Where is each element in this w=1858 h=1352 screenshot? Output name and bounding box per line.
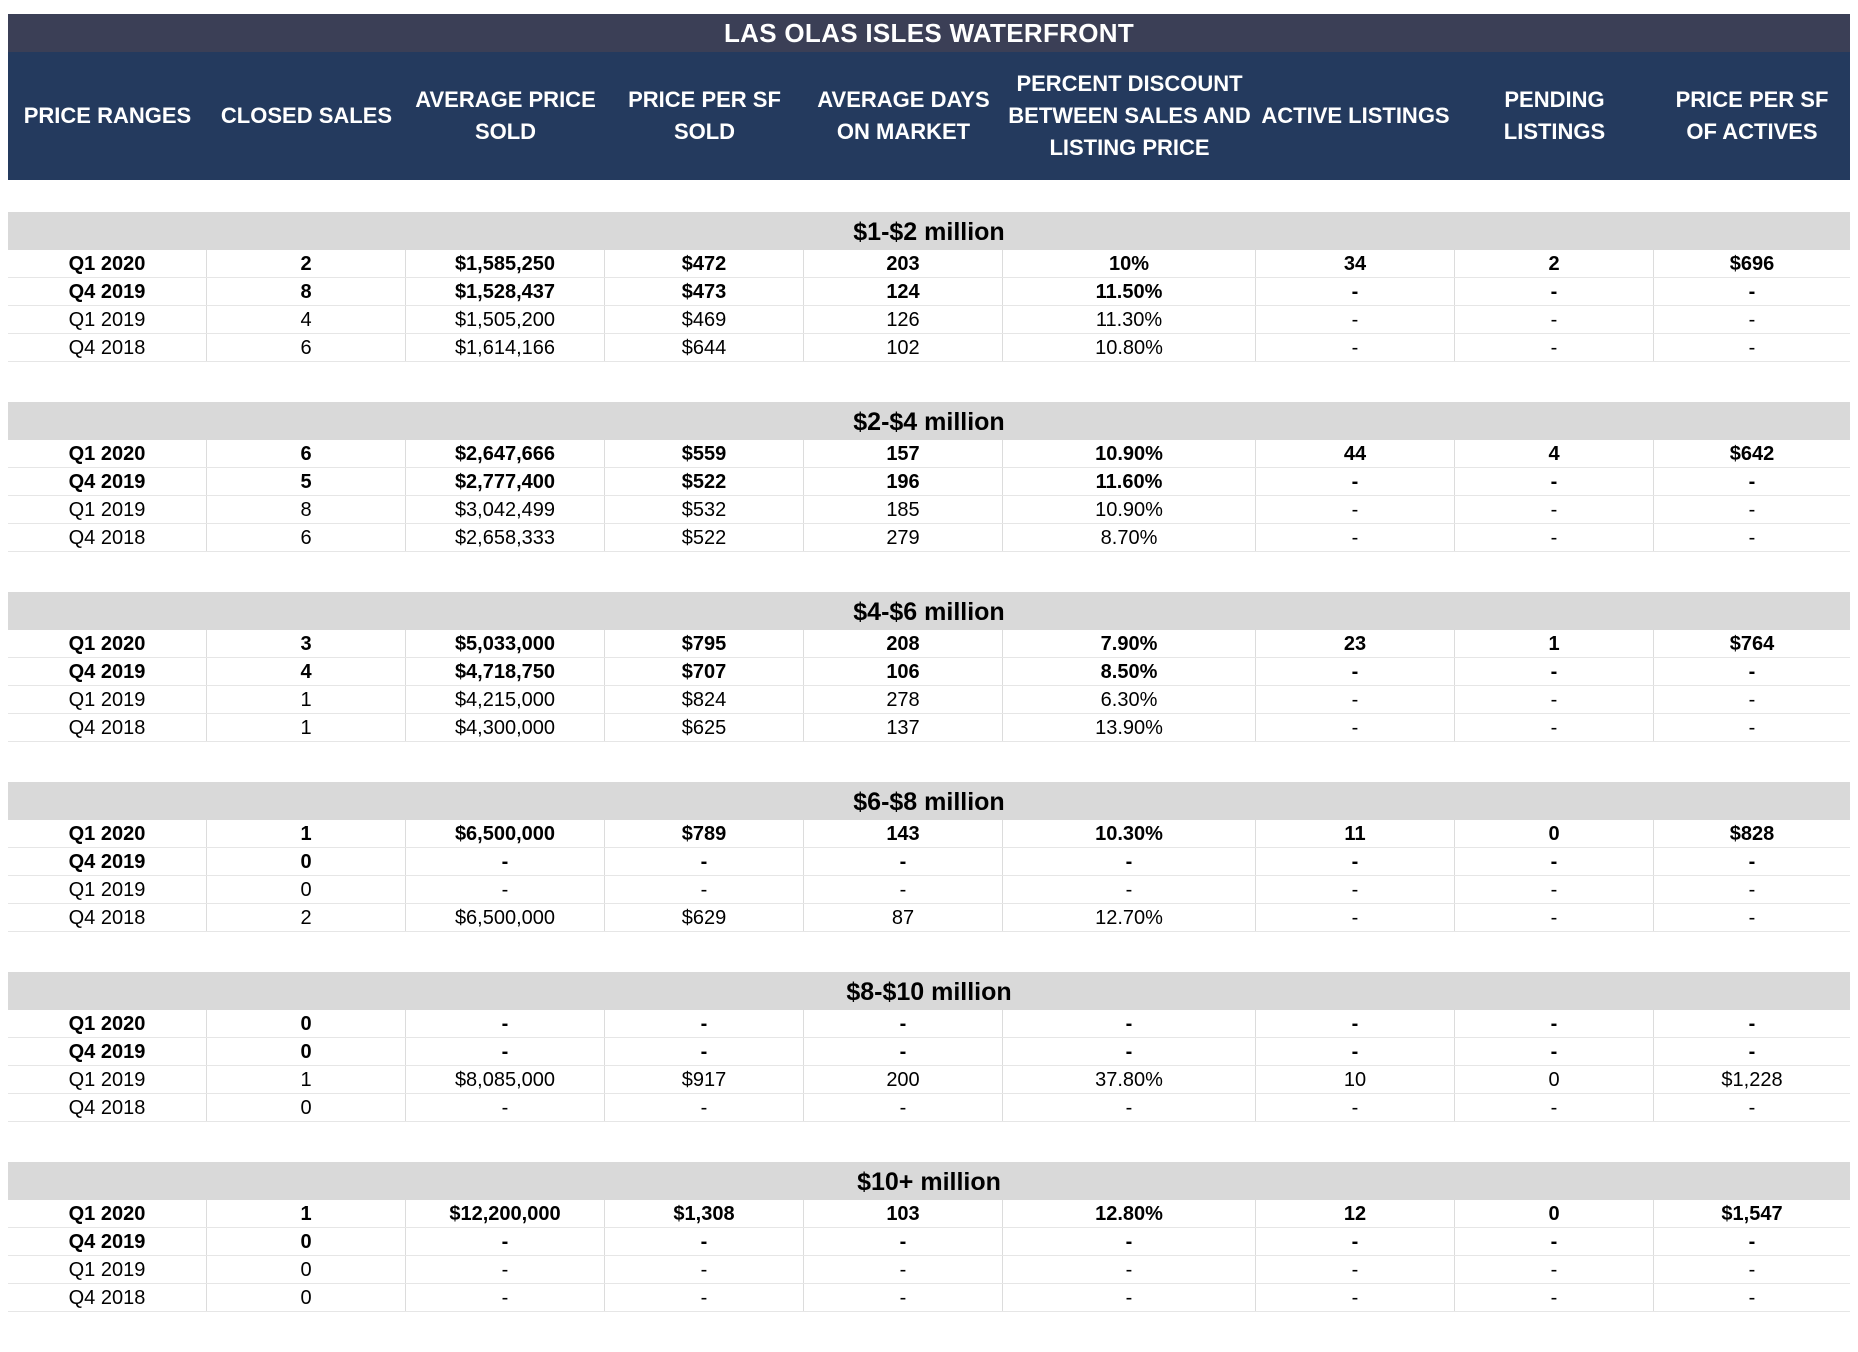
- table-row: [8, 1010, 1850, 1038]
- average-price-cell: -: [406, 848, 605, 875]
- price-per-sf-actives-cell: $696: [1729, 253, 1775, 275]
- table-row: [8, 904, 1850, 932]
- price-per-sf-cell: $472: [605, 250, 804, 277]
- average-price-cell: -: [406, 1010, 605, 1037]
- discount-cell: -: [1003, 1284, 1256, 1311]
- period-cell: Q1 2020: [8, 1200, 207, 1227]
- pending-listings-cell: -: [1455, 306, 1654, 333]
- average-price-cell: $4,215,000: [406, 686, 605, 713]
- price-per-sf-cell: $1,308: [605, 1200, 804, 1227]
- price-per-sf-actives-cell: -: [1748, 281, 1756, 303]
- table-row: [8, 524, 1850, 552]
- pending-listings-cell: 1: [1455, 630, 1654, 657]
- period-cell: Q4 2018: [8, 1094, 207, 1121]
- days-on-market-cell: -: [804, 1284, 1003, 1311]
- average-price-cell: $3,042,499: [406, 496, 605, 523]
- active-listings-cell: -: [1256, 1094, 1455, 1121]
- header-price-per-sf-sold: PRICE PER SF SOLD: [628, 87, 781, 144]
- discount-cell: -: [1003, 1256, 1256, 1283]
- discount-cell: -: [1003, 1010, 1256, 1037]
- discount-cell: -: [1003, 848, 1256, 875]
- table-row: [8, 250, 1850, 278]
- closed-sales-cell: 1: [207, 714, 406, 741]
- discount-cell: 6.30%: [1003, 686, 1256, 713]
- price-per-sf-cell: $469: [605, 306, 804, 333]
- table-row: [8, 1066, 1850, 1094]
- average-price-cell: $6,500,000: [406, 820, 605, 847]
- section-title: $4-$6 million: [8, 592, 1850, 630]
- days-on-market-cell: 106: [804, 658, 1003, 685]
- closed-sales-cell: 0: [207, 1284, 406, 1311]
- pending-listings-cell: -: [1455, 1256, 1654, 1283]
- average-price-cell: $1,614,166: [406, 334, 605, 361]
- closed-sales-cell: 8: [207, 496, 406, 523]
- period-cell: Q1 2020: [8, 250, 207, 277]
- active-listings-cell: 11: [1256, 820, 1455, 847]
- average-price-cell: $1,505,200: [406, 306, 605, 333]
- active-listings-cell: -: [1256, 334, 1455, 361]
- period-cell: Q4 2018: [8, 334, 207, 361]
- period-cell: Q4 2019: [8, 658, 207, 685]
- price-range-section: [8, 782, 1850, 932]
- header-average-price-sold: AVERAGE PRICE SOLD: [415, 87, 596, 144]
- days-on-market-cell: 124: [804, 278, 1003, 305]
- discount-cell: 13.90%: [1003, 714, 1256, 741]
- report-title: LAS OLAS ISLES WATERFRONT: [8, 14, 1850, 52]
- price-per-sf-actives-cell: -: [1748, 851, 1756, 873]
- section-title: $2-$4 million: [8, 402, 1850, 440]
- period-cell: Q1 2019: [8, 496, 207, 523]
- price-per-sf-cell: -: [605, 1256, 804, 1283]
- table-row: [8, 1284, 1850, 1312]
- average-price-cell: $5,033,000: [406, 630, 605, 657]
- discount-cell: -: [1003, 1094, 1256, 1121]
- section-title: $8-$10 million: [8, 972, 1850, 1010]
- pending-listings-cell: -: [1455, 468, 1654, 495]
- period-cell: Q4 2018: [8, 714, 207, 741]
- price-per-sf-cell: $522: [605, 468, 804, 495]
- price-range-section: [8, 1162, 1850, 1312]
- price-per-sf-cell: -: [605, 848, 804, 875]
- average-price-cell: $6,500,000: [406, 904, 605, 931]
- days-on-market-cell: -: [804, 1256, 1003, 1283]
- price-per-sf-actives-cell: -: [1748, 1097, 1756, 1119]
- period-cell: Q4 2019: [8, 1038, 207, 1065]
- average-price-cell: $2,658,333: [406, 524, 605, 551]
- price-per-sf-actives-cell: -: [1748, 1259, 1756, 1281]
- active-listings-cell: 44: [1256, 440, 1455, 467]
- section-title: $6-$8 million: [8, 782, 1850, 820]
- table-row: [8, 876, 1850, 904]
- closed-sales-cell: 4: [207, 658, 406, 685]
- average-price-cell: $8,085,000: [406, 1066, 605, 1093]
- discount-cell: -: [1003, 876, 1256, 903]
- price-per-sf-cell: -: [605, 1284, 804, 1311]
- discount-cell: 10.80%: [1003, 334, 1256, 361]
- price-per-sf-cell: $625: [605, 714, 804, 741]
- table-row: [8, 686, 1850, 714]
- price-per-sf-cell: $473: [605, 278, 804, 305]
- header-pending-listings: PENDING LISTINGS: [1503, 87, 1606, 144]
- table-row: [8, 658, 1850, 686]
- closed-sales-cell: 0: [207, 876, 406, 903]
- table-row: [8, 848, 1850, 876]
- closed-sales-cell: 0: [207, 1010, 406, 1037]
- active-listings-cell: -: [1256, 848, 1455, 875]
- active-listings-cell: -: [1256, 306, 1455, 333]
- price-per-sf-actives-cell: $1,547: [1721, 1203, 1783, 1225]
- closed-sales-cell: 8: [207, 278, 406, 305]
- price-per-sf-cell: $559: [605, 440, 804, 467]
- price-per-sf-cell: $917: [605, 1066, 804, 1093]
- price-per-sf-actives-cell: -: [1748, 689, 1756, 711]
- price-range-section: [8, 402, 1850, 552]
- period-cell: Q1 2020: [8, 820, 207, 847]
- days-on-market-cell: -: [804, 876, 1003, 903]
- price-range-section: [8, 592, 1850, 742]
- days-on-market-cell: 102: [804, 334, 1003, 361]
- active-listings-cell: -: [1256, 1038, 1455, 1065]
- pending-listings-cell: -: [1455, 1284, 1654, 1311]
- closed-sales-cell: 0: [207, 1256, 406, 1283]
- active-listings-cell: -: [1256, 1284, 1455, 1311]
- pending-listings-cell: -: [1455, 334, 1654, 361]
- active-listings-cell: -: [1256, 278, 1455, 305]
- table-row: [8, 820, 1850, 848]
- active-listings-cell: 34: [1256, 250, 1455, 277]
- closed-sales-cell: 6: [207, 334, 406, 361]
- active-listings-cell: -: [1256, 524, 1455, 551]
- pending-listings-cell: -: [1455, 524, 1654, 551]
- days-on-market-cell: 200: [804, 1066, 1003, 1093]
- active-listings-cell: -: [1256, 686, 1455, 713]
- active-listings-cell: -: [1256, 1228, 1455, 1255]
- days-on-market-cell: -: [804, 1228, 1003, 1255]
- period-cell: Q4 2019: [8, 1228, 207, 1255]
- days-on-market-cell: 208: [804, 630, 1003, 657]
- table-row: [8, 1094, 1850, 1122]
- discount-cell: 11.50%: [1003, 278, 1256, 305]
- header-price-ranges: PRICE RANGES: [23, 103, 192, 128]
- table-row: [8, 334, 1850, 362]
- days-on-market-cell: 103: [804, 1200, 1003, 1227]
- period-cell: Q1 2020: [8, 630, 207, 657]
- column-header-row: [8, 52, 1850, 180]
- price-per-sf-actives-cell: -: [1748, 907, 1756, 929]
- discount-cell: 8.50%: [1003, 658, 1256, 685]
- average-price-cell: -: [406, 1284, 605, 1311]
- closed-sales-cell: 0: [207, 1228, 406, 1255]
- closed-sales-cell: 1: [207, 686, 406, 713]
- days-on-market-cell: 143: [804, 820, 1003, 847]
- average-price-cell: $2,647,666: [406, 440, 605, 467]
- discount-cell: 11.60%: [1003, 468, 1256, 495]
- price-per-sf-actives-cell: -: [1748, 879, 1756, 901]
- discount-cell: -: [1003, 1038, 1256, 1065]
- price-per-sf-actives-cell: -: [1748, 1013, 1756, 1035]
- table-row: [8, 440, 1850, 468]
- discount-cell: 10.30%: [1003, 820, 1256, 847]
- discount-cell: 37.80%: [1003, 1066, 1256, 1093]
- price-per-sf-actives-cell: -: [1748, 337, 1756, 359]
- closed-sales-cell: 6: [207, 440, 406, 467]
- discount-cell: 12.80%: [1003, 1200, 1256, 1227]
- period-cell: Q1 2019: [8, 306, 207, 333]
- price-per-sf-actives-cell: $828: [1729, 823, 1775, 845]
- active-listings-cell: -: [1256, 1256, 1455, 1283]
- table-row: [8, 278, 1850, 306]
- active-listings-cell: -: [1256, 876, 1455, 903]
- price-per-sf-cell: $707: [605, 658, 804, 685]
- average-price-cell: -: [406, 876, 605, 903]
- days-on-market-cell: 203: [804, 250, 1003, 277]
- active-listings-cell: 23: [1256, 630, 1455, 657]
- closed-sales-cell: 3: [207, 630, 406, 657]
- period-cell: Q1 2019: [8, 1066, 207, 1093]
- period-cell: Q1 2020: [8, 1010, 207, 1037]
- discount-cell: 10.90%: [1003, 440, 1256, 467]
- price-per-sf-actives-cell: -: [1748, 1041, 1756, 1063]
- pending-listings-cell: 0: [1455, 1066, 1654, 1093]
- price-per-sf-cell: $629: [605, 904, 804, 931]
- discount-cell: 8.70%: [1003, 524, 1256, 551]
- average-price-cell: -: [406, 1038, 605, 1065]
- price-per-sf-actives-cell: $1,228: [1721, 1069, 1783, 1091]
- active-listings-cell: -: [1256, 904, 1455, 931]
- closed-sales-cell: 0: [207, 1038, 406, 1065]
- pending-listings-cell: -: [1455, 1228, 1654, 1255]
- closed-sales-cell: 6: [207, 524, 406, 551]
- active-listings-cell: -: [1256, 658, 1455, 685]
- table-row: [8, 468, 1850, 496]
- days-on-market-cell: -: [804, 1038, 1003, 1065]
- price-per-sf-cell: -: [605, 876, 804, 903]
- price-per-sf-actives-cell: -: [1748, 717, 1756, 739]
- price-per-sf-actives-cell: $642: [1729, 443, 1775, 465]
- days-on-market-cell: 279: [804, 524, 1003, 551]
- table-row: [8, 714, 1850, 742]
- price-per-sf-actives-cell: -: [1748, 499, 1756, 521]
- price-per-sf-actives-cell: $764: [1729, 633, 1775, 655]
- price-per-sf-cell: -: [605, 1094, 804, 1121]
- days-on-market-cell: -: [804, 1010, 1003, 1037]
- price-per-sf-cell: $824: [605, 686, 804, 713]
- closed-sales-cell: 2: [207, 904, 406, 931]
- pending-listings-cell: -: [1455, 1094, 1654, 1121]
- closed-sales-cell: 5: [207, 468, 406, 495]
- period-cell: Q4 2018: [8, 1284, 207, 1311]
- closed-sales-cell: 2: [207, 250, 406, 277]
- table-row: [8, 496, 1850, 524]
- period-cell: Q1 2019: [8, 686, 207, 713]
- days-on-market-cell: 87: [804, 904, 1003, 931]
- average-price-cell: $4,300,000: [406, 714, 605, 741]
- pending-listings-cell: -: [1455, 714, 1654, 741]
- period-cell: Q4 2019: [8, 278, 207, 305]
- days-on-market-cell: 196: [804, 468, 1003, 495]
- days-on-market-cell: -: [804, 848, 1003, 875]
- pending-listings-cell: -: [1455, 658, 1654, 685]
- price-per-sf-actives-cell: -: [1748, 661, 1756, 683]
- price-per-sf-cell: -: [605, 1038, 804, 1065]
- days-on-market-cell: 126: [804, 306, 1003, 333]
- discount-cell: 11.30%: [1003, 306, 1256, 333]
- table-row: [8, 1200, 1850, 1228]
- table-row: [8, 1256, 1850, 1284]
- section-title: $1-$2 million: [8, 212, 1850, 250]
- header-closed-sales: CLOSED SALES: [220, 103, 393, 128]
- days-on-market-cell: 185: [804, 496, 1003, 523]
- period-cell: Q4 2019: [8, 468, 207, 495]
- average-price-cell: -: [406, 1094, 605, 1121]
- price-per-sf-cell: $789: [605, 820, 804, 847]
- closed-sales-cell: 1: [207, 820, 406, 847]
- discount-cell: -: [1003, 1228, 1256, 1255]
- days-on-market-cell: 137: [804, 714, 1003, 741]
- closed-sales-cell: 0: [207, 1094, 406, 1121]
- header-active-listings: ACTIVE LISTINGS: [1261, 103, 1450, 128]
- price-per-sf-cell: $644: [605, 334, 804, 361]
- period-cell: Q1 2019: [8, 1256, 207, 1283]
- header-average-days-on-market: AVERAGE DAYS ON MARKET: [817, 87, 990, 144]
- discount-cell: 10.90%: [1003, 496, 1256, 523]
- active-listings-cell: -: [1256, 714, 1455, 741]
- price-range-sections: [8, 212, 1850, 1312]
- table-row: [8, 306, 1850, 334]
- period-cell: Q1 2020: [8, 440, 207, 467]
- price-per-sf-cell: -: [605, 1010, 804, 1037]
- closed-sales-cell: 1: [207, 1066, 406, 1093]
- price-per-sf-actives-cell: -: [1748, 471, 1756, 493]
- active-listings-cell: -: [1256, 496, 1455, 523]
- price-per-sf-cell: -: [605, 1228, 804, 1255]
- discount-cell: 10%: [1003, 250, 1256, 277]
- price-range-section: [8, 212, 1850, 362]
- price-per-sf-actives-cell: -: [1748, 1231, 1756, 1253]
- discount-cell: 7.90%: [1003, 630, 1256, 657]
- pending-listings-cell: -: [1455, 848, 1654, 875]
- average-price-cell: $1,585,250: [406, 250, 605, 277]
- average-price-cell: $4,718,750: [406, 658, 605, 685]
- days-on-market-cell: 157: [804, 440, 1003, 467]
- average-price-cell: $2,777,400: [406, 468, 605, 495]
- price-per-sf-actives-cell: -: [1748, 527, 1756, 549]
- days-on-market-cell: -: [804, 1094, 1003, 1121]
- period-cell: Q4 2019: [8, 848, 207, 875]
- period-cell: Q1 2019: [8, 876, 207, 903]
- pending-listings-cell: 2: [1455, 250, 1654, 277]
- pending-listings-cell: 0: [1455, 820, 1654, 847]
- pending-listings-cell: -: [1455, 496, 1654, 523]
- price-per-sf-cell: $532: [605, 496, 804, 523]
- price-per-sf-actives-cell: -: [1748, 309, 1756, 331]
- discount-cell: 12.70%: [1003, 904, 1256, 931]
- pending-listings-cell: -: [1455, 1010, 1654, 1037]
- pending-listings-cell: -: [1455, 876, 1654, 903]
- pending-listings-cell: -: [1455, 1038, 1654, 1065]
- pending-listings-cell: 4: [1455, 440, 1654, 467]
- pending-listings-cell: -: [1455, 904, 1654, 931]
- header-price-per-sf-actives: PRICE PER SF OF ACTIVES: [1675, 87, 1829, 144]
- closed-sales-cell: 0: [207, 848, 406, 875]
- period-cell: Q4 2018: [8, 904, 207, 931]
- active-listings-cell: -: [1256, 468, 1455, 495]
- closed-sales-cell: 4: [207, 306, 406, 333]
- table-row: [8, 1228, 1850, 1256]
- price-per-sf-actives-cell: -: [1748, 1287, 1756, 1309]
- header-percent-discount: PERCENT DISCOUNT BETWEEN SALES AND LISTING PRICE: [1008, 71, 1251, 160]
- section-title: $10+ million: [8, 1162, 1850, 1200]
- active-listings-cell: -: [1256, 1010, 1455, 1037]
- table-row: [8, 630, 1850, 658]
- price-per-sf-cell: $522: [605, 524, 804, 551]
- average-price-cell: -: [406, 1256, 605, 1283]
- average-price-cell: -: [406, 1228, 605, 1255]
- price-per-sf-cell: $795: [605, 630, 804, 657]
- active-listings-cell: 12: [1256, 1200, 1455, 1227]
- pending-listings-cell: 0: [1455, 1200, 1654, 1227]
- average-price-cell: $12,200,000: [406, 1200, 605, 1227]
- price-range-section: [8, 972, 1850, 1122]
- period-cell: Q4 2018: [8, 524, 207, 551]
- active-listings-cell: 10: [1256, 1066, 1455, 1093]
- days-on-market-cell: 278: [804, 686, 1003, 713]
- average-price-cell: $1,528,437: [406, 278, 605, 305]
- market-report-table: [8, 14, 1850, 1352]
- pending-listings-cell: -: [1455, 278, 1654, 305]
- closed-sales-cell: 1: [207, 1200, 406, 1227]
- table-row: [8, 1038, 1850, 1066]
- pending-listings-cell: -: [1455, 686, 1654, 713]
